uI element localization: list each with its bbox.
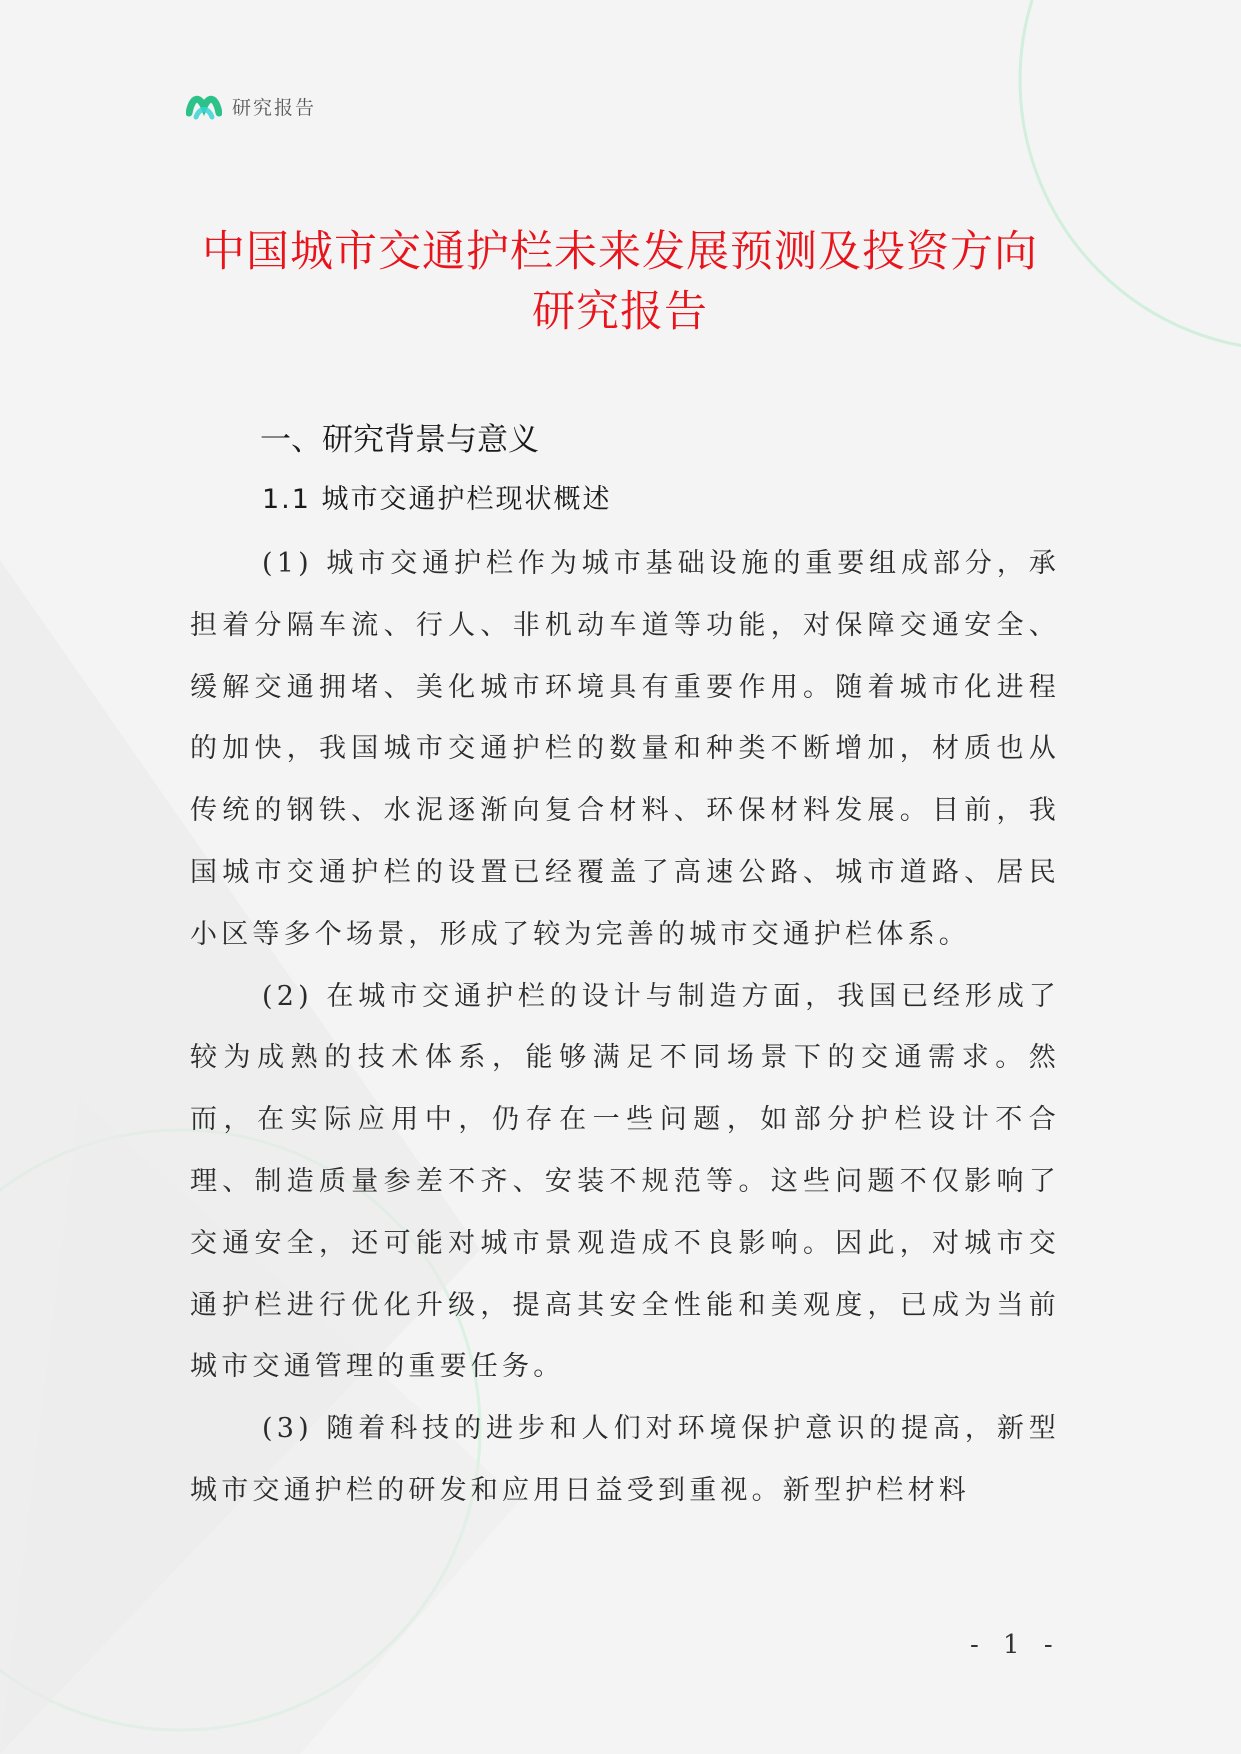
header-label: 研究报告 (232, 96, 317, 119)
report-logo-icon (186, 91, 222, 121)
paragraph-3: (3) 随着科技的进步和人们对环境保护意识的提高，新型城市交通护栏的研发和应用日益受到重视。新型护栏材料 (190, 1413, 1060, 1506)
report-header (186, 88, 316, 124)
document-body (190, 415, 1060, 1522)
subsection-heading: 1.1 城市交通护栏现状概述 (262, 484, 612, 515)
section-heading: 一、研究背景与意义 (260, 422, 539, 458)
paragraph-2: (2) 在城市交通护栏的设计与制造方面，我国已经形成了较为成熟的技术体系，能够满足不同场景下的交通需求。然而，在实际应用中，仍存在一些问题，如部分护栏设计不合理、制造质量参差不齐、安装不规范等。这些问题不仅影响了交通安全，还可能对城市景观造成不良影响。因此，对城市交通护栏进行优化升级，提高其安全性能和美观度，已成为当前城市交通管理的重要任务。 (190, 980, 1060, 1383)
document-title: 中国城市交通护栏未来发展预测及投资方向研究报告 (202, 227, 1038, 337)
page-number: - 1 - (970, 1630, 1061, 1660)
paragraph-1: (1) 城市交通护栏作为城市基础设施的重要组成部分，承担着分隔车流、行人、非机动车道等功能，对保障交通安全、缓解交通拥堵、美化城市环境具有重要作用。随着城市化进程的加快，我国城市交通护栏的数量和种类不断增加，材质也从传统的钢铁、水泥逐渐向复合材料、环保材料发展。目前，我国城市交通护栏的设置已经覆盖了高速公路、城市道路、居民小区等多个场景，形成了较为完善的城市交通护栏体系。 (190, 548, 1060, 950)
